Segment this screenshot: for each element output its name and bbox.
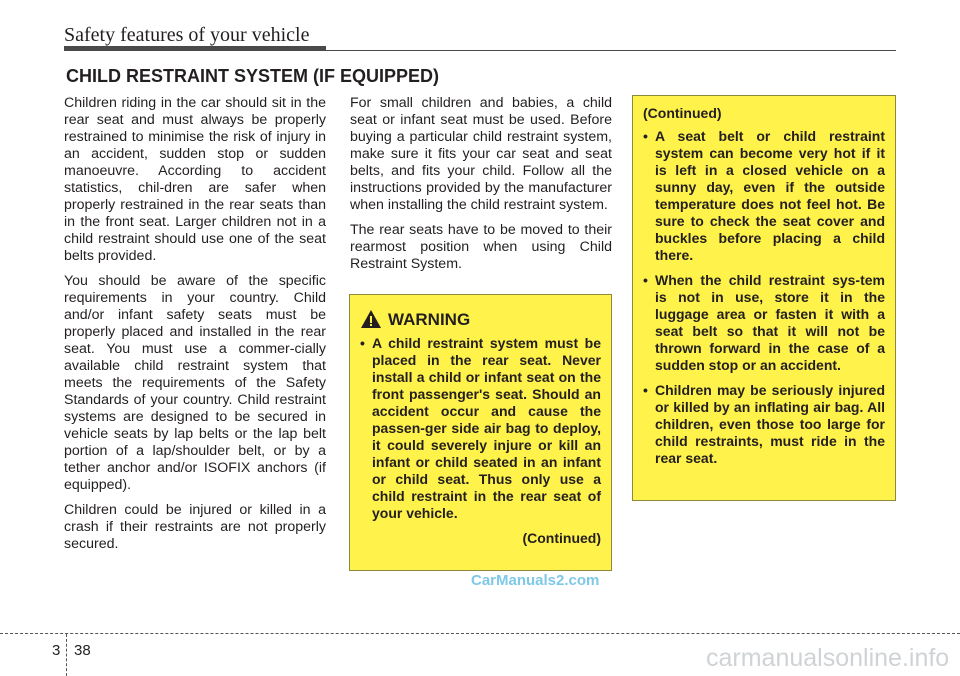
warning-box — [349, 294, 612, 571]
column-middle — [350, 95, 612, 281]
warning-text: A child restraint system must be placed in the rear seat. Never install a child or infant seat on the front passenger's seat. Should an accident occur and cause the passen-ger side air bag to deploy, it could severely injure or kill an infant or child seated in an infant or child seat. Thus only use a child restraint in the rear seat of your vehicle. — [372, 335, 601, 521]
continued-bullet — [643, 382, 885, 467]
warning-bullet — [360, 335, 601, 522]
header-title: Safety features of your vehicle — [64, 24, 310, 46]
watermark-logo: CarManuals2.com — [471, 572, 600, 589]
footer-watermark: carmanualsonline.info — [706, 644, 950, 672]
continued-bullet — [643, 272, 885, 374]
page-number: 38 — [74, 642, 91, 659]
header-rule — [64, 50, 896, 51]
warning-label: WARNING — [388, 309, 471, 329]
continued-text: When the child restraint sys-tem is not in use, store it in the luggage area or fasten it with a seat belt so that it will not be thrown forward in the case of a sudden stop or an accident. — [655, 272, 885, 373]
paragraph: For small children and babies, a child seat or infant seat must be used. Before buying a particular child restraint system, make sure it fits your car seat and seat belts, and fits your child. Follow all the instructions provided by the manufacturer when installing the child restraint system. — [350, 95, 612, 213]
paragraph: You should be aware of the specific requirements in your country. Child and/or infant safety seats must be properly placed and installed in the rear seat. You must use a commer-cially available child restraint system that meets the requirements of the Safety Standards of your country. Child restraint systems are designed to be secured in vehicle seats by lap belts or the lap belt portion of a lap/shoulder belt, or by a tether anchor and/or ISOFIX anchors (if equipped). — [64, 273, 326, 493]
warning-header — [360, 309, 601, 329]
continued-warning-box — [632, 95, 896, 501]
continued-heading: (Continued) — [643, 105, 722, 121]
warning-continued: (Continued) — [522, 530, 601, 546]
footer-vertical-divider — [66, 634, 67, 676]
continued-bullet — [643, 128, 885, 264]
paragraph: The rear seats have to be moved to their rearmost position when using Child Restraint System. — [350, 222, 612, 272]
warning-triangle-icon — [360, 309, 382, 329]
section-title: CHILD RESTRAINT SYSTEM (IF EQUIPPED) — [66, 66, 440, 86]
bullet-dot-icon: • — [643, 272, 648, 288]
continued-text: A seat belt or child restraint system can become very hot if it is left in a closed vehicle on a sunny day, even if the outside temperature does not feel hot. Be sure to check the seat cover and buckles before placing a child there. — [655, 128, 885, 263]
footer-divider — [0, 633, 960, 634]
chapter-number: 3 — [52, 642, 61, 659]
paragraph: Children riding in the car should sit in the rear seat and must always be properly restrained to minimise the risk of injury in an accident, sudden stop or sudden manoeuvre. According to accident statistics, chil-dren are safer when properly restrained in the rear seats than in the front seat. Larger children not in a child restraint should use one of the seat belts provided. — [64, 95, 326, 264]
paragraph: Children could be injured or killed in a crash if their restraints are not properly secured. — [64, 502, 326, 552]
column-left — [64, 95, 326, 561]
bullet-dot-icon: • — [643, 128, 648, 144]
bullet-dot-icon: • — [643, 382, 648, 398]
bullet-dot-icon: • — [360, 335, 365, 351]
continued-text: Children may be seriously injured or killed by an inflating air bag. All children, even those too large for child restraints, must ride in the rear seat. — [655, 382, 885, 466]
